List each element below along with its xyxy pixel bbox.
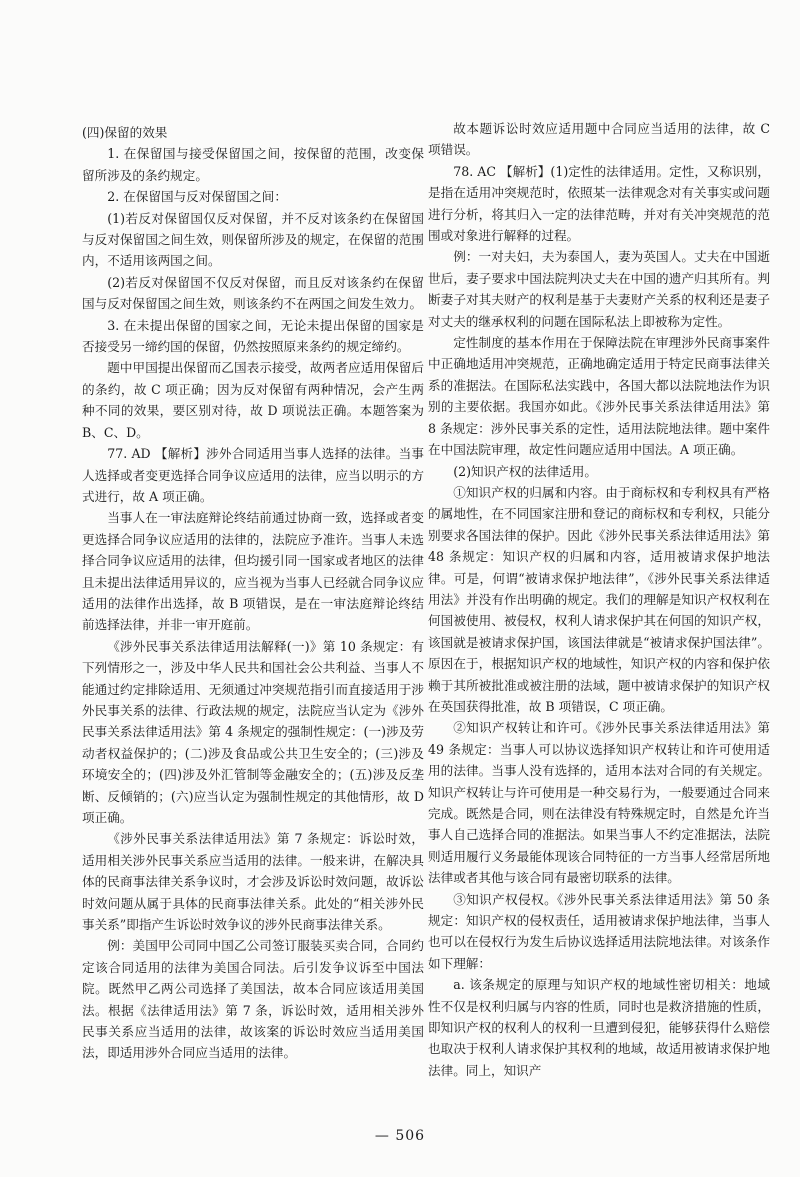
page-number: — 506 — [374, 1128, 426, 1144]
paragraph: ②知识产权转让和许可。《涉外民事关系法律适用法》第 49 条规定：当事人可以协议选择知识产权转让和许可使用适用的法律。当事人没有选择的，适用本法对合同的有关规定。知识产权转让与许可使用是一种交易行为，一般要通过合同来完成。既然是合同，则在法律没有特殊规定时，自然是允许当事人自己选择合同的准据法。如果当事人不约定准据法，法院则适用履行义务最能体现该合同特征的一方当事人经常居所地法律或者其他与该合同有最密切联系的法律。 — [428, 720, 770, 886]
answer-paragraph: 78. AC 【解析】(1)定性的法律适用。定性，又称识别，是指在适用冲突规范时，依照某一法律观念对有关事实或问题进行分析，将其归入一定的法律范畴，并对有关冲突规范的范围或对象进行解释的过程。 — [428, 163, 770, 244]
paragraph: ③知识产权侵权。《涉外民事关系法律适用法》第 50 条规定：知识产权的侵权责任，适用被请求保护地法律，当事人也可以在侵权行为发生后协议选择适用法院地法律。对该条作如下理解： — [428, 891, 770, 971]
paragraph: (2)知识产权的法律适用。 — [453, 463, 597, 479]
paragraph: 《涉外民事关系法律适用法解释(一)》第 10 条规定：有下列情形之一，涉及中华人民共和国社会公共利益、当事人不能通过约定排除适用、无须通过冲突规范指引而直接适用于涉外民事关系的法律、行政法规的规定，法院应当认定为《涉外民事关系法律适用法》第 4 条规定的强制性规定：(一)涉及劳动者权益保护的；(二)涉及食品或公共卫生安全的；(三)涉及环境安全的；(四)涉及外汇管制等金融安全的；(五)涉及反垄断、反倾销的；(六)应当认定为强制性规定的其他情形，故 D 项正确。 — [82, 638, 424, 825]
section-heading: (四)保留的效果 — [82, 125, 168, 140]
paragraph: 《涉外民事关系法律适用法》第 7 条规定：诉讼时效，适用相关涉外民事关系应当适用的法律。一般来讲，在解决具体的民商事法律关系争议时，才会涉及诉讼时效问题，故诉讼时效问题从属于具体的民商事法律关系。此处的“相关涉外民事关系”即指产生诉讼时效争议的涉外民商事法律关系。 — [82, 831, 424, 933]
paragraph: a. 该条规定的原理与知识产权的地域性密切相关：地域性不仅是权利归属与内容的性质，同时也是救济措施的性质，即知识产权的权利人的权利一旦遭到侵犯，能够获得什么赔偿也取决于权利人请求保护其权利的地域，故适用被请求保护地法律。同上，知识产 — [428, 977, 770, 1078]
paragraph: 题中甲国提出保留而乙国表示接受，故两者应适用保留后的条约，故 C 项正确；因为反对保留有两种情况，会产生两种不同的效果，要区别对待，故 D 项说法正确。本题答案为 B、C、D。 — [82, 360, 424, 440]
left-text-column — [82, 122, 424, 1064]
paragraph: (2)若反对保留国不仅反对保留，而且反对该条约在保留国与反对保留国之间生效，则该条约不在两国之间发生效力。 — [82, 274, 424, 312]
example-paragraph: 例：美国甲公司同中国乙公司签订服装买卖合同，合同约定该合同适用的法律为美国合同法。后引发争议诉至中国法院。既然甲乙两公司选择了美国法，故本合同应该适用美国法。根据《法律适用法》第 7 条，诉讼时效，适用相关涉外民事关系应当适用的法律，故该案的诉讼时效应当适用美国法，即适用涉外合同应当适用的法律。 — [82, 938, 424, 1061]
paragraph: 3. 在未提出保留的国家之间，无论未提出保留的国家是否接受另一缔约国的保留，仍然按照原来条约的规定缔约。 — [82, 317, 424, 355]
paragraph: 定性制度的基本作用在于保障法院在审理涉外民商事案件中正确地适用冲突规范，正确地确定适用于特定民商事法律关系的准据法。在国际私法实践中，各国大都以法院地法作为识别的主要依据。我国亦如此。《涉外民事关系法律适用法》第 8 条规定：涉外民事关系的定性，适用法院地法律。题中案件在中国法院审理，故定性问题应适用中国法。A 项正确。 — [428, 335, 770, 458]
paragraph: (1)若反对保留国仅反对保留，并不反对该条约在保留国与反对保留国之间生效，则保留所涉及的规定，在保留的范围内，不适用该两国之间。 — [82, 210, 424, 269]
answer-paragraph: 77. AD 【解析】涉外合同适用当事人选择的法律。当事人选择或者变更选择合同争议应适用的法律，应当以明示的方式进行，故 A 项正确。 — [82, 446, 424, 504]
example-paragraph: 例：一对夫妇，夫为泰国人，妻为英国人。丈夫在中国逝世后，妻子要求中国法院判决丈夫在中国的遗产归其所有。判断妻子对其夫财产的权利是基于夫妻财产关系的权利还是妻子对丈夫的继承权利的问题在国际私法上即被称为定性。 — [428, 249, 770, 329]
paragraph: 1. 在保留国与接受保留国之间，按保留的范围，改变保留所涉及的条约规定。 — [82, 146, 424, 183]
right-text-column — [428, 118, 770, 1081]
paragraph: 故本题诉讼时效应适用题中合同应当适用的法律，故 C 项错误。 — [428, 121, 770, 158]
paragraph: 当事人在一审法庭辩论终结前通过协商一致，选择或者变更选择合同争议应适用的法律的，法院应予准许。当事人未选择合同争议应适用的法律，但均援引同一国家或者地区的法律且未提出法律适用异议的，应当视为当事人已经就合同争议应适用的法律作出选择，故 B 项错误，是在一审法庭辩论终结前选择法律，并非一审开庭前。 — [82, 510, 424, 633]
paragraph: 2. 在保留国与反对保留国之间： — [107, 189, 287, 205]
paragraph: ①知识产权的归属和内容。由于商标权和专利权具有严格的属地性，在不同国家注册和登记的商标权和专利权，只能分别要求各国法律的保护。因此《涉外民事关系法律适用法》第 48 条规定：知识产权的归属和内容，适用被请求保护地法律。可是，何谓“被请求保护地法律”，《涉外民事关系法律适用法》并没有作出明确的规定。我们的理解是知识产权权利在何国被使用、被侵权，权利人请求保护其在何国的知识产权，该国就是被请求保护国，该国法律就是“被请求保护国法律”。原因在于，根据知识产权的地域性，知识产权的内容和保护依赖于其所被批准或被注册的法域，题中被请求保护的知识产权在英国获得批准，故 B 项错误，C 项正确。 — [428, 484, 770, 714]
